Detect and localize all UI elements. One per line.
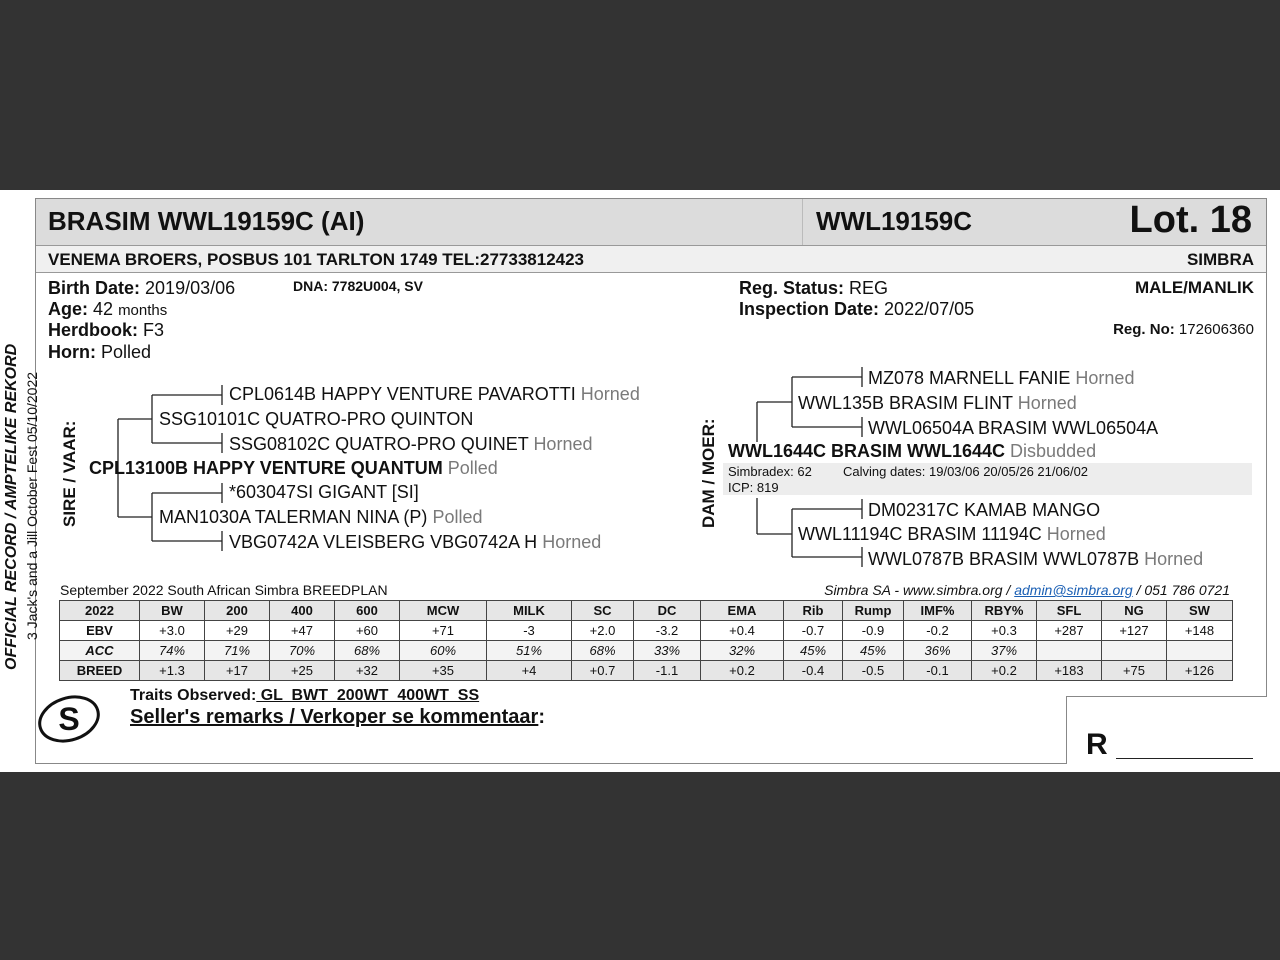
sss-entry: CPL0614B HAPPY VENTURE PAVAROTTI Horned [229, 384, 640, 404]
reg-status-row: Reg. Status: REG [739, 278, 889, 298]
reg-no-row: Reg. No: 172606360 [1113, 321, 1254, 338]
sale-name-label: 3 Jack's and a Jill October Fest 05/10/2022 [24, 371, 40, 640]
dd-entry: WWL11194C BRASIM 11194C Horned [798, 524, 1106, 544]
ebv-table [59, 600, 1233, 681]
r-label: R [1086, 728, 1108, 761]
inspection-date-value: 2022/07/05 [884, 299, 975, 319]
r-box-top [1066, 696, 1267, 697]
traits-list: GL BWT 200WT 400WT SS [256, 687, 480, 704]
dna-info: DNA: 7782U004, SV [293, 278, 423, 294]
dsd-entry: WWL06504A BRASIM WWL06504A [868, 418, 1159, 438]
simbra-logo-icon [36, 692, 102, 746]
official-record-label: OFFICIAL RECORD / AMPTELIKE REKORD [3, 343, 20, 670]
horn-value: Polled [101, 342, 152, 362]
breeder-address: VENEMA BROERS, POSBUS 101 TARLTON 1749 TEL:27733812423 [48, 250, 585, 269]
herdbook-row: Herdbook: F3 [48, 320, 165, 340]
calving-dates: Calving dates: 19/03/06 20/05/26 21/06/02 [843, 464, 1089, 479]
animal-name: BRASIM WWL19159C (AI) [48, 206, 365, 236]
herdbook-value: F3 [143, 320, 165, 340]
dss-entry: MZ078 MARNELL FANIE Horned [868, 368, 1135, 388]
ebv-row: EBV +3.0 +29 +47 +60 +71 -3 +2.0 -3.2 +0.4 -0.7 -0.9 -0.2 +0.3 +287 +127 +148 [60, 621, 1233, 641]
contact-info: Simbra SA - www.simbra.org / admin@simbra.org / 051 786 0721 [824, 582, 1230, 598]
seller-remarks: Seller's remarks / Verkoper se kommentaar: [130, 706, 546, 728]
reg-status-value: REG [849, 278, 889, 298]
ss-entry: SSG10101C QUATRO-PRO QUINTON [159, 409, 474, 429]
traits-observed: Traits Observed: GL BWT 200WT 400WT SS [130, 687, 480, 704]
dam-label: DAM / MOER: [699, 418, 718, 528]
r-signature-line [1116, 758, 1253, 759]
sire-label: SIRE / VAAR: [60, 420, 79, 527]
sire-entry: CPL13100B HAPPY VENTURE QUANTUM Polled [89, 458, 498, 478]
breedplan-caption: September 2022 South African Simbra BREEDPLAN [60, 582, 388, 598]
icp: ICP: 819 [728, 480, 779, 495]
sex: MALE/MANLIK [1135, 278, 1254, 297]
horn-row: Horn: Polled [48, 342, 152, 362]
lot-number: Lot. 18 [1129, 199, 1252, 241]
inspection-date-row: Inspection Date: 2022/07/05 [739, 299, 975, 319]
sds-entry: *603047SI GIGANT [SI] [229, 482, 419, 502]
breed-avg-row: BREED +1.3 +17 +25 +32 +35 +4 +0.7 -1.1 +0.2 -0.4 -0.5 -0.1 +0.2 +183 +75 +126 [60, 661, 1233, 681]
ssd-entry: SSG08102C QUATRO-PRO QUINET Horned [229, 434, 593, 454]
birth-date-row: Birth Date: 2019/03/06 [48, 278, 236, 298]
ds-entry: WWL135B BRASIM FLINT Horned [798, 393, 1077, 413]
logo-letter: S [58, 701, 80, 737]
dds-entry: DM02317C KAMAB MANGO [868, 500, 1101, 520]
simbra-logo [36, 692, 102, 746]
acc-row: ACC 74% 71% 70% 68% 60% 51% 68% 33% 32% 45% 45% 36% 37% [60, 641, 1233, 661]
breed-name: SIMBRA [1186, 250, 1254, 269]
sdd-entry: VBG0742A VLEISBERG VBG0742A H Horned [229, 532, 602, 552]
age-row: Age: 42 months [48, 299, 168, 319]
age-value: 42 [93, 299, 114, 319]
dam-entry: WWL1644C BRASIM WWL1644C Disbudded [728, 441, 1097, 461]
reg-no-value: 172606360 [1178, 321, 1254, 338]
simbradex: Simbradex: 62 [728, 464, 812, 479]
animal-id: WWL19159C [816, 206, 973, 236]
birth-date: 2019/03/06 [145, 278, 236, 298]
contact-email-link[interactable]: admin@simbra.org [1014, 582, 1133, 598]
sd-entry: MAN1030A TALERMAN NINA (P) Polled [159, 507, 483, 527]
ddd-entry: WWL0787B BRASIM WWL0787B Horned [868, 549, 1204, 569]
ebv-header-row: 2022 BW 200 400 600 MCW MILK SC DC EMA Rib Rump IMF% RBY% SFL NG SW [60, 601, 1233, 621]
